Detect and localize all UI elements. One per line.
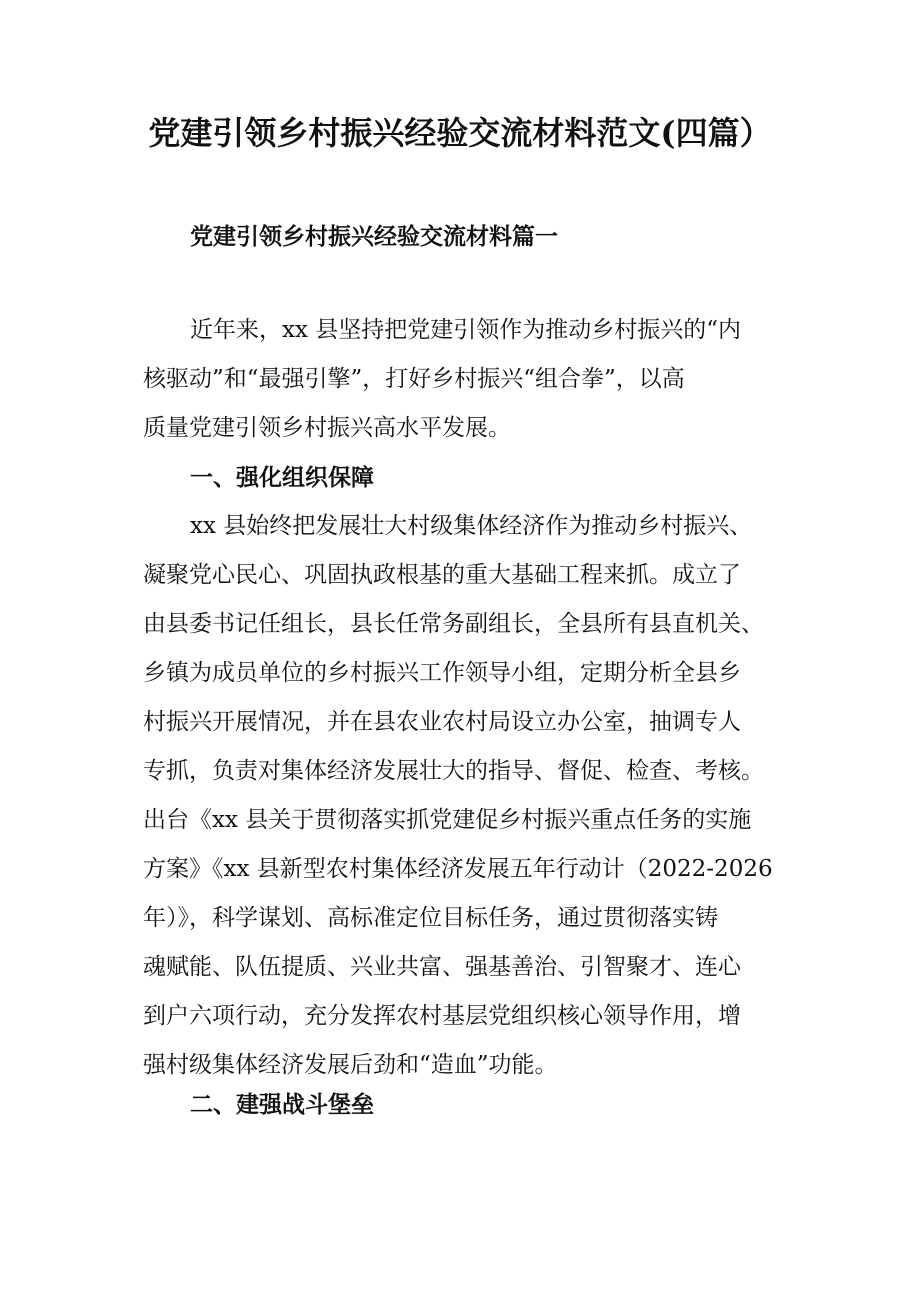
paragraph-line: 方案》《xx 县新型农村集体经济发展五年行动计（2022-2026 (143, 856, 773, 882)
heading-fortress: 二、建强战斗堡垒 (190, 1091, 374, 1118)
paragraph-line: 质量党建引领乡村振兴高水平发展。 (143, 415, 511, 441)
section-title: 党建引领乡村振兴经验交流材料篇一 (190, 223, 558, 250)
paragraph-line: 魂赋能、队伍提质、兴业共富、强基善治、引智聚才、连心 (143, 954, 741, 980)
paragraph-line: 由县委书记任组长，县长任常务副组长，全县所有县直机关、 (143, 611, 764, 637)
paragraph-line: 村振兴开展情况，并在县农业农村局设立办公室，抽调专人 (143, 709, 741, 735)
paragraph-line: 年）》，科学谋划、高标准定位目标任务，通过贯彻落实铸 (143, 905, 718, 931)
paragraph-line: 强村级集体经济发展后劲和“造血”功能。 (143, 1052, 558, 1078)
paragraph-line: xx 县始终把发展壮大村级集体经济作为推动乡村振兴、 (190, 513, 753, 539)
intro-paragraph (143, 306, 783, 453)
paragraph-line: 凝聚党心民心、巩固执政根基的重大基础工程来抓。成立了 (143, 562, 741, 588)
paragraph-line: 近年来，xx 县坚持把党建引领作为推动乡村振兴的“内 (190, 317, 742, 343)
paragraph-line: 到户六项行动，充分发挥农村基层党组织核心领导作用，增 (143, 1003, 741, 1029)
paragraph-line: 专抓，负责对集体经济发展壮大的指导、督促、检查、考核。 (143, 758, 764, 784)
paragraph-line: 乡镇为成员单位的乡村振兴工作领导小组，定期分析全县乡 (143, 660, 741, 686)
paragraph-line: 出台《xx 县关于贯彻落实抓党建促乡村振兴重点任务的实施 (143, 807, 752, 833)
heading-organization: 一、强化组织保障 (190, 464, 374, 491)
body-paragraph (143, 502, 783, 1090)
document-title: 党建引领乡村振兴经验交流材料范文(四篇） (148, 114, 772, 152)
paragraph-line: 核驱动”和“最强引擎”，打好乡村振兴“组合拳”，以高 (143, 366, 685, 392)
